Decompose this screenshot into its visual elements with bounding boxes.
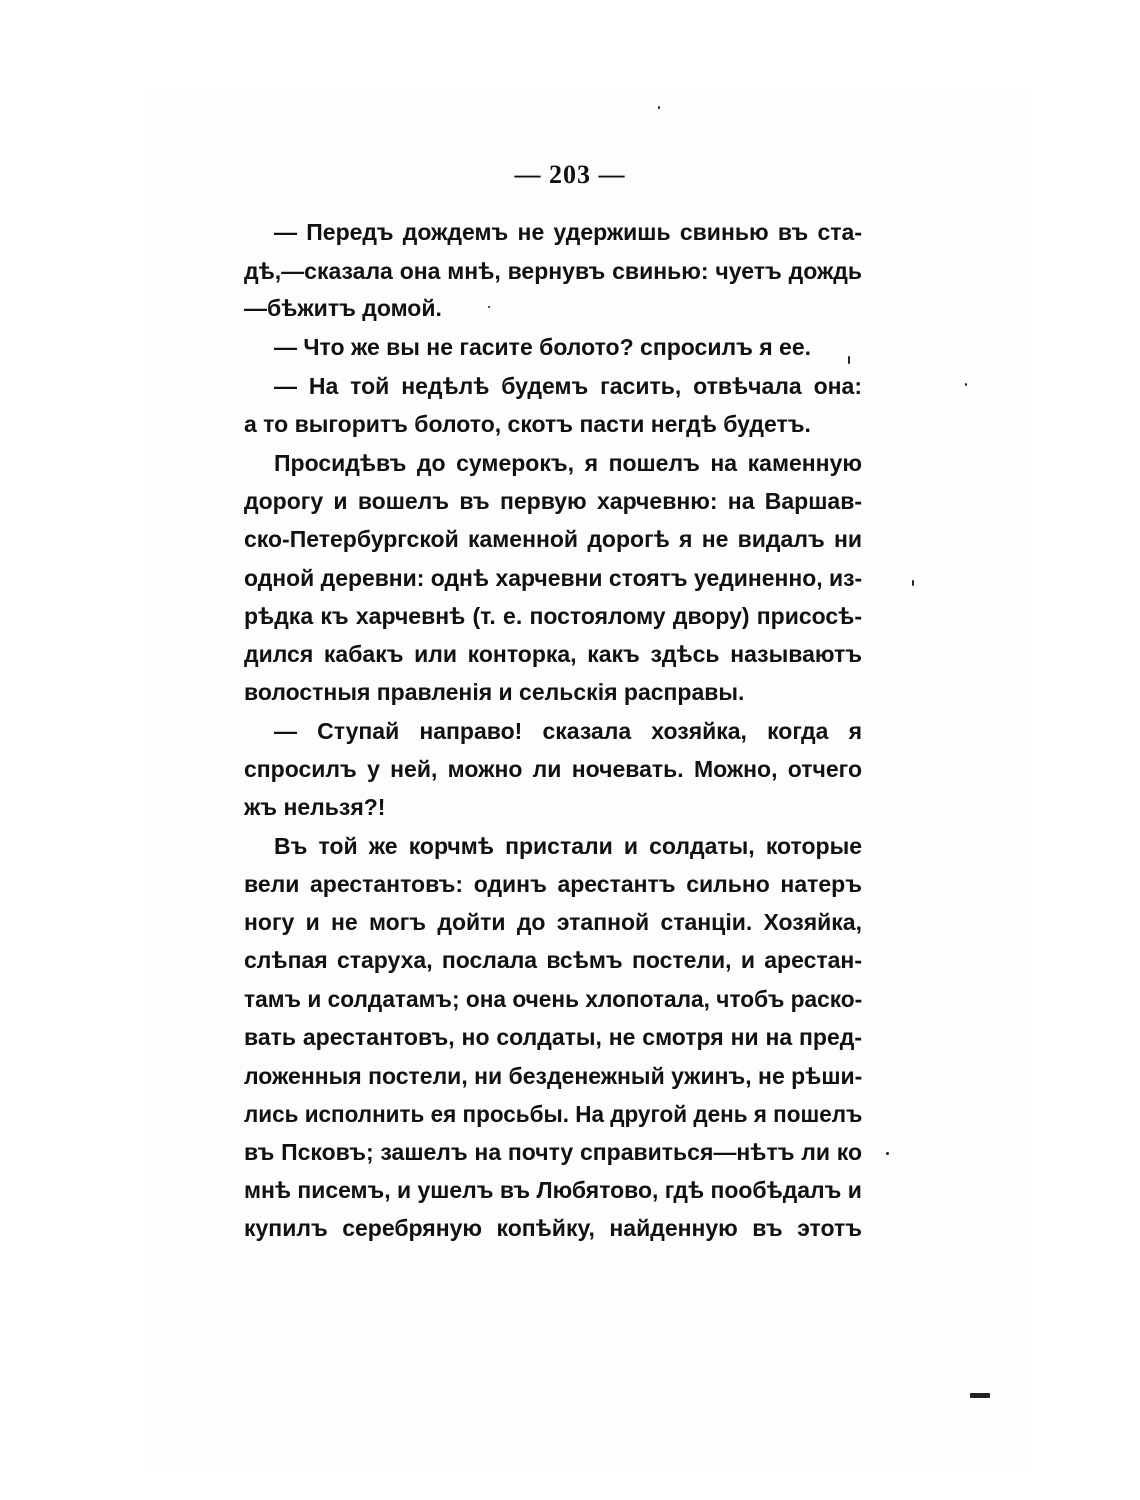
text-line: слѣпая старуха, послала всѣмъ постели, и арестан- <box>244 947 862 973</box>
text-line: дѣ,—сказала она мнѣ, вернувъ свинью: чуетъ дождь <box>244 258 862 284</box>
scan-speck <box>970 1393 990 1398</box>
text-line: купилъ серебряную копѣйку, найденную въ этотъ <box>244 1215 862 1241</box>
text-line: вать арестантовъ, но солдаты, не смотря ни на пред- <box>244 1024 862 1050</box>
text-line: —бѣжитъ домой. <box>244 295 442 321</box>
page-number: — 203 — <box>514 160 626 189</box>
text-line: жъ нельзя?! <box>244 794 386 820</box>
text-line: волостныя правленія и сельскія расправы. <box>244 679 745 705</box>
text-line: а то выгоритъ болото, скотъ пасти негдѣ будетъ. <box>244 411 811 437</box>
text-line: ложенныя постели, ни безденежный ужинъ, не рѣши- <box>244 1063 863 1089</box>
text-line: тамъ и солдатамъ; она очень хлопотала, чтобъ раско- <box>244 986 863 1012</box>
scan-speck <box>848 356 850 364</box>
text-line: вели арестантовъ: одинъ арестантъ сильно натеръ <box>244 871 862 897</box>
text-line: лись исполнить ея просьбы. На другой день я пошелъ <box>244 1101 863 1127</box>
text-line: рѣдка къ харчевнѣ (т. е. постоялому двору) присосѣ- <box>244 603 862 629</box>
text-line: ногу и не могъ дойти до этапной станціи. Хозяйка, <box>244 909 862 935</box>
text-line: ско-Петербургской каменной дорогѣ я не видалъ ни <box>244 526 862 552</box>
text-line: спросилъ у ней, можно ли ночевать. Можно, отчего <box>244 756 862 782</box>
scan-speck <box>658 106 660 109</box>
text-line: — Ступай направо! сказала хозяйка, когда я <box>274 718 862 744</box>
text-line: одной деревни: однѣ харчевни стоятъ уединенно, из- <box>244 565 863 591</box>
text-line: мнѣ писемъ, и ушелъ въ Любятово, гдѣ пообѣдалъ и <box>244 1177 862 1203</box>
text-line: — Передъ дождемъ не удержишь свинью въ ста- <box>274 219 862 245</box>
text-line: — На той недѣлѣ будемъ гасить, отвѣчала она: <box>274 373 862 399</box>
scan-speck <box>912 580 914 586</box>
text-line: — Что же вы не гасите болото? спросилъ я ее. <box>274 334 812 360</box>
text-line: въ Псковъ; зашелъ на почту справиться—нѣтъ ли ко <box>244 1139 862 1165</box>
scan-speck <box>965 383 967 386</box>
text-line: дорогу и вошелъ въ первую харчевню: на Варшав- <box>244 488 862 514</box>
scan-speck <box>886 1152 889 1155</box>
text-line: Въ той же корчмѣ пристали и солдаты, которые <box>274 833 862 859</box>
text-line: дился кабакъ или конторка, какъ здѣсь называютъ <box>244 641 862 667</box>
scan-speck <box>488 306 490 308</box>
text-line: Просидѣвъ до сумерокъ, я пошелъ на каменную <box>274 450 862 476</box>
